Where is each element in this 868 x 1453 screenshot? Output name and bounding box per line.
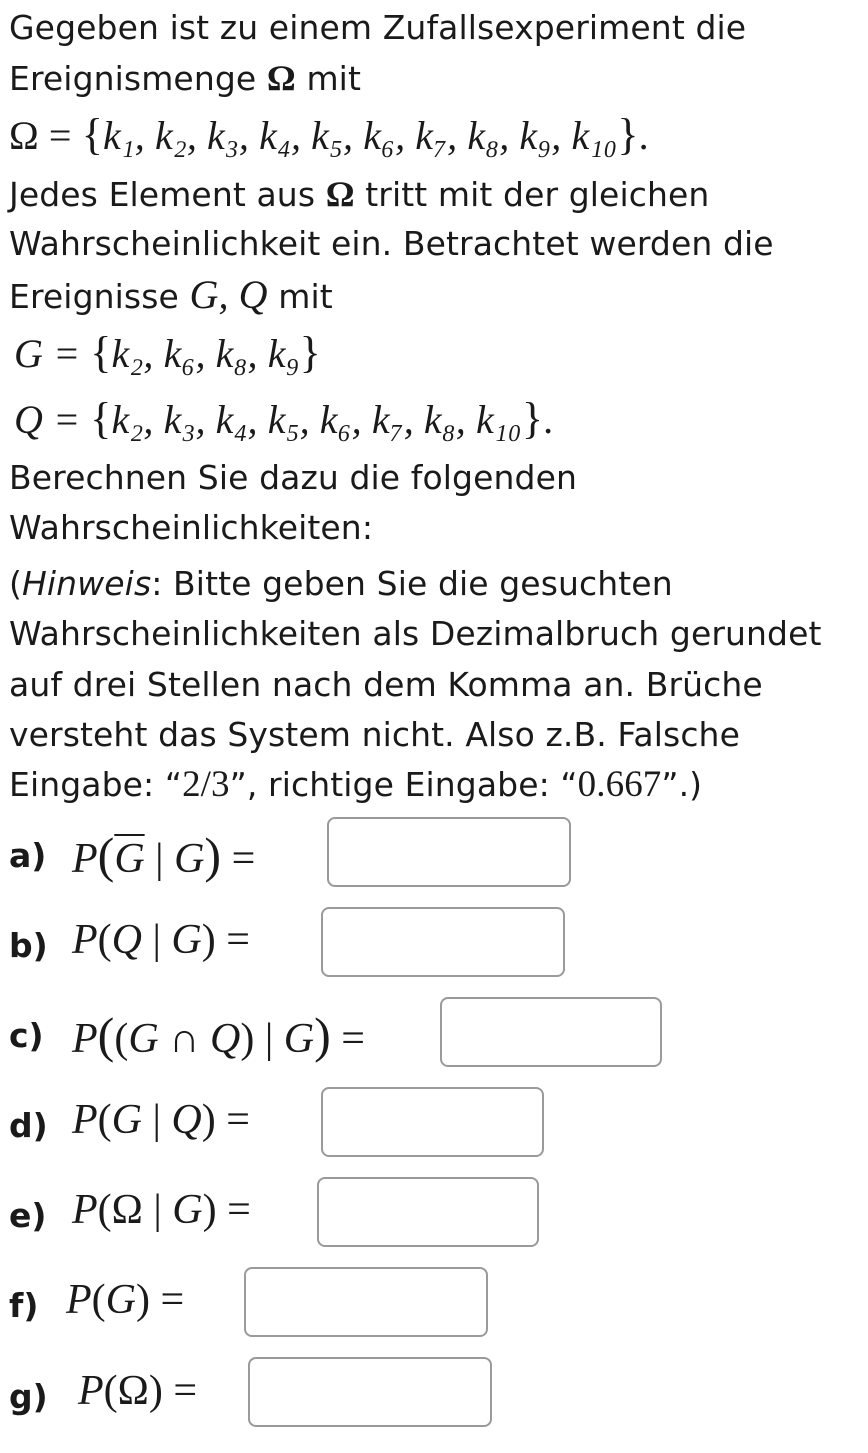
answer-g-input[interactable] (248, 1357, 492, 1427)
intro-line-6: Ereignisse G, Q mit (9, 272, 333, 317)
g-set: G = {k₂, k₆, k₈, k₉} (14, 328, 321, 377)
question-c-formula: P((G ∩ Q) | G) = (72, 1007, 365, 1063)
question-b-formula: P(Q | G) = (72, 917, 250, 963)
question-a-formula: $P(\overline{G}$ | G) = (72, 827, 256, 883)
answer-c-input[interactable] (440, 997, 662, 1067)
hint-line-1: (Hinweis: Bitte geben Sie die gesuchten (9, 564, 673, 603)
intro-line-10: Wahrscheinlichkeiten: (9, 508, 374, 547)
answer-d-input[interactable] (321, 1087, 544, 1157)
hint-line-2: Wahrscheinlichkeiten als Dezimalbruch gerundet (9, 614, 822, 653)
intro-line-1: Gegeben ist zu einem Zufallsexperiment die (9, 8, 747, 47)
answer-e-input[interactable] (317, 1177, 539, 1247)
question-a-label: a) (9, 836, 47, 875)
intro-line-2: Ereignismenge Ω mit (9, 58, 361, 98)
question-e-formula: P(Ω | G) = (72, 1187, 251, 1233)
question-g-formula: P(Ω) = (78, 1368, 198, 1414)
omega-set: Ω = {k₁, k₂, k₃, k₄, k₅, k₆, k₇, k₈, k₉, k₁₀}. (9, 110, 649, 159)
intro-line-5: Wahrscheinlichkeit ein. Betrachtet werden die (9, 224, 774, 263)
q-set: Q = {k₂, k₃, k₄, k₅, k₆, k₇, k₈, k₁₀}. (14, 394, 554, 443)
question-f-formula: P(G) = (66, 1277, 185, 1323)
hint-line-3: auf drei Stellen nach dem Komma an. Brüche (9, 665, 763, 704)
answer-a-input[interactable] (327, 817, 571, 887)
intro-line-9: Berechnen Sie dazu die folgenden (9, 458, 577, 497)
question-b-label: b) (9, 926, 48, 965)
question-d-label: d) (9, 1106, 48, 1145)
question-e-label: e) (9, 1196, 47, 1235)
hint-line-5: Eingabe: “2/3”, richtige Eingabe: “0.667”.) (9, 764, 703, 805)
hint-line-4: versteht das System nicht. Also z.B. Falsche (9, 715, 740, 754)
answer-f-input[interactable] (244, 1267, 488, 1337)
question-f-label: f) (9, 1286, 39, 1325)
question-d-formula: P(G | Q) = (72, 1097, 250, 1143)
intro-line-4: Jedes Element aus Ω tritt mit der gleichen (9, 174, 710, 214)
answer-b-input[interactable] (321, 907, 565, 977)
question-c-label: c) (9, 1016, 44, 1055)
question-g-label: g) (9, 1377, 48, 1416)
